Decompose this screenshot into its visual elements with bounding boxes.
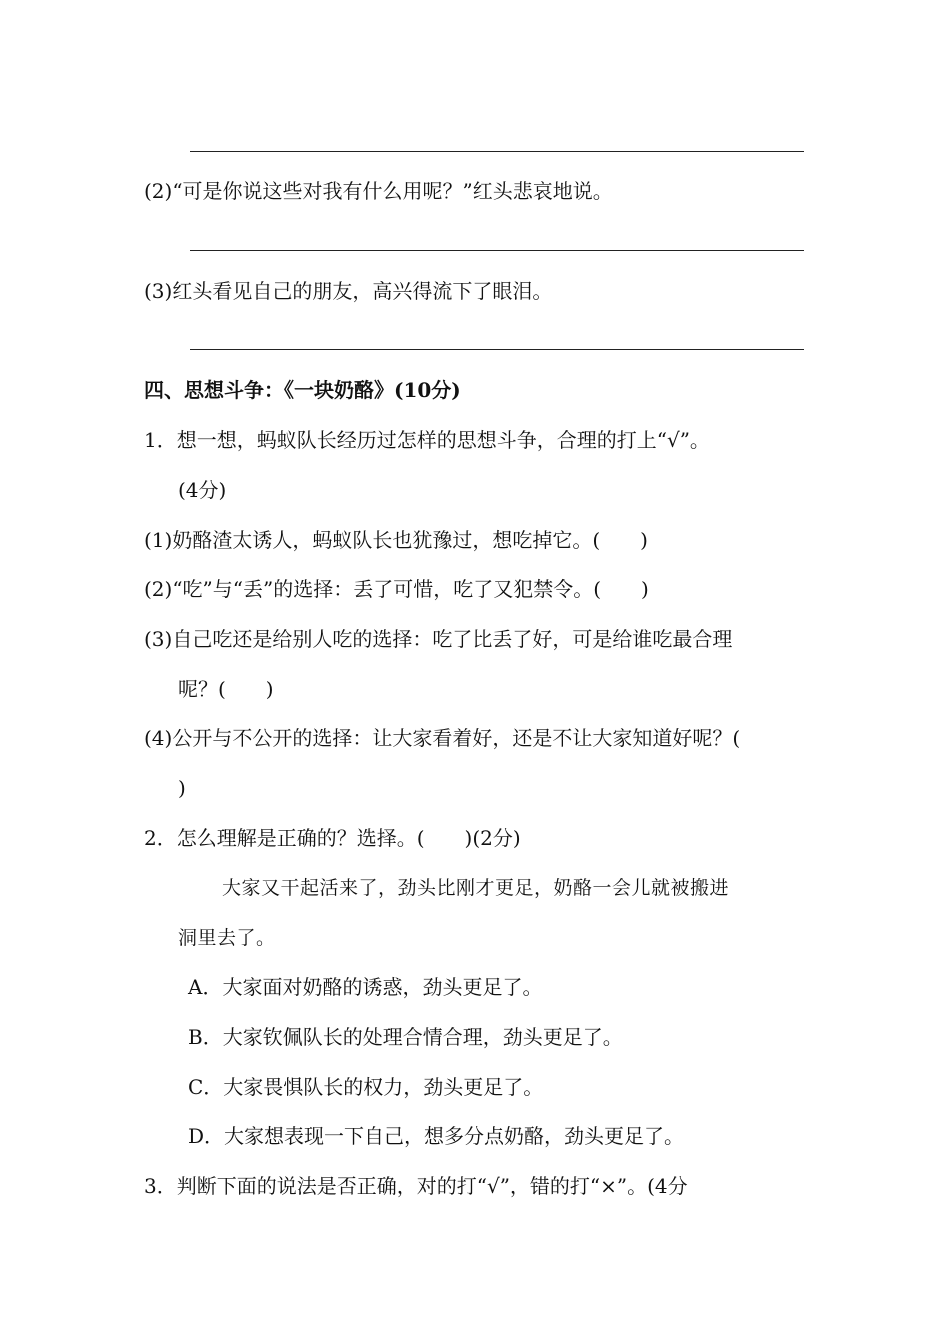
q1-item-3: (3)自己吃还是给别人吃的选择：吃了比丢了好，可是给谁吃最合理 (144, 627, 733, 651)
q2-option-d: D．大家想表现一下自己，想多分点奶酪，劲头更足了。 (188, 1124, 685, 1148)
question-sub-2: (2)“可是你说这些对我有什么用呢？”红头悲哀地说。 (144, 179, 613, 203)
answer-line-1 (190, 151, 804, 152)
q1-item-4: (4)公开与不公开的选择：让大家看着好，还是不让大家知道好呢？( (144, 726, 741, 750)
section-title: 四、思想斗争：《一块奶酪》(10分) (144, 378, 461, 402)
q2-option-b: B．大家钦佩队长的处理合情合理，劲头更足了。 (188, 1025, 623, 1049)
q2-option-a: A．大家面对奶酪的诱惑，劲头更足了。 (188, 975, 543, 999)
q1-item-3-cont: 呢？( ) (178, 677, 274, 701)
q2-passage-line-2: 洞里去了。 (178, 927, 276, 949)
q1-item-4-cont: ) (178, 776, 186, 800)
q1-points: (4分) (178, 478, 227, 502)
question-sub-3: (3)红头看见自己的朋友，高兴得流下了眼泪。 (144, 279, 553, 303)
q2-option-c: C．大家畏惧队长的权力，劲头更足了。 (188, 1075, 544, 1099)
q3-stem: 3．判断下面的说法是否正确，对的打“√”，错的打“×”。(4分 (144, 1174, 688, 1198)
q2-passage-line-1: 大家又干起活来了，劲头比刚才更足，奶酪一会儿就被搬进 (222, 877, 730, 899)
answer-line-2 (190, 250, 804, 251)
answer-line-3 (190, 349, 804, 350)
q1-stem: 1．想一想，蚂蚁队长经历过怎样的思想斗争，合理的打上“√”。 (144, 428, 710, 452)
q2-stem: 2．怎么理解是正确的？选择。( )(2分) (144, 826, 521, 850)
q1-item-1: (1)奶酪渣太诱人，蚂蚁队长也犹豫过，想吃掉它。( ) (144, 528, 648, 552)
q1-item-2: (2)“吃”与“丢”的选择：丢了可惜，吃了又犯禁令。( ) (144, 577, 649, 601)
